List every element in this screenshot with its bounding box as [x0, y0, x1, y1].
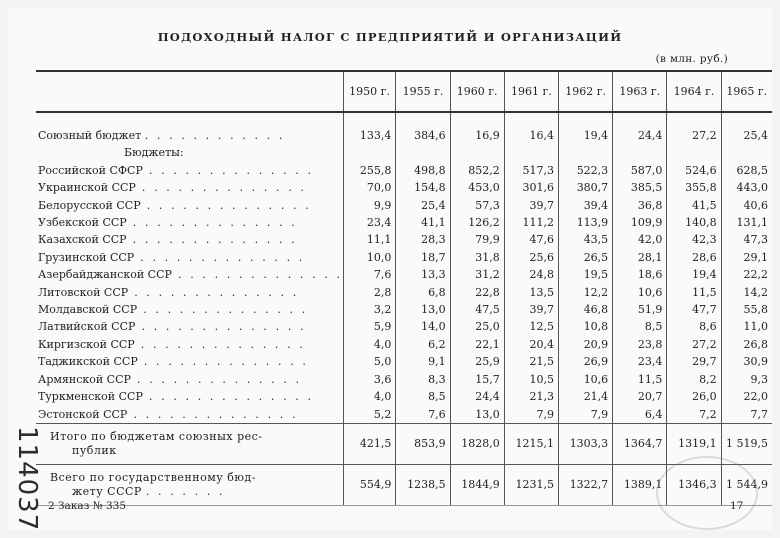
table-row-union-budget — [36, 127, 772, 144]
tax-table — [36, 70, 772, 506]
cell: 8,5 — [396, 388, 450, 405]
cell: 9,1 — [396, 353, 450, 370]
cell: 8,2 — [667, 371, 721, 388]
budgets-subheading: Бюджеты: — [124, 146, 184, 160]
row-label: Латвийской ССР . . . . . . . . . . . . . . — [38, 320, 307, 334]
row-label: Туркменской ССР . . . . . . . . . . . . . . — [38, 390, 314, 404]
cell: 524,6 — [667, 162, 721, 179]
cell: 12,5 — [504, 318, 558, 335]
row-label: Итого по бюджетам союзных рес- публик — [36, 423, 343, 464]
cell: 22,8 — [450, 284, 504, 301]
row-label: Эстонской ССР . . . . . . . . . . . . . . — [38, 407, 299, 421]
cell: 554,9 — [343, 464, 396, 505]
cell: 24,4 — [613, 127, 667, 144]
cell: 28,1 — [613, 249, 667, 266]
cell: 26,5 — [558, 249, 612, 266]
year-header: 1962 г. — [558, 71, 612, 112]
cell: 39,7 — [504, 301, 558, 318]
table-title: ПОДОХОДНЫЙ НАЛОГ С ПРЕДПРИЯТИЙ И ОРГАНИЗАЦИЙ — [157, 30, 623, 44]
cell: 587,0 — [613, 162, 667, 179]
page-number: 17 — [730, 500, 744, 512]
cell: 70,0 — [343, 179, 396, 196]
cell: 6,4 — [613, 406, 667, 424]
row-label: Грузинской ССР . . . . . . . . . . . . . . — [38, 250, 305, 264]
cell: 4,0 — [343, 388, 396, 405]
cell: 21,4 — [558, 388, 612, 405]
row-label: Таджикской ССР . . . . . . . . . . . . . . — [38, 355, 309, 369]
cell: 126,2 — [450, 214, 504, 231]
cell: 9,9 — [343, 197, 396, 214]
cell: 6,8 — [396, 284, 450, 301]
cell: 24,8 — [504, 266, 558, 283]
cell: 28,6 — [667, 249, 721, 266]
row-label: Молдавской ССР . . . . . . . . . . . . . . — [38, 303, 308, 317]
row-label: Украинской ССР . . . . . . . . . . . . . . — [38, 181, 307, 195]
cell: 13,5 — [504, 284, 558, 301]
cell: 47,6 — [504, 231, 558, 248]
cell: 13,0 — [450, 406, 504, 424]
cell: 42,3 — [667, 231, 721, 248]
cell: 385,5 — [613, 179, 667, 196]
cell: 9,3 — [721, 371, 772, 388]
year-header: 1961 г. — [504, 71, 558, 112]
cell: 47,5 — [450, 301, 504, 318]
cell: 1231,5 — [504, 464, 558, 505]
cell: 355,8 — [667, 179, 721, 196]
cell: 1303,3 — [558, 423, 612, 464]
table-row — [36, 336, 772, 353]
row-label: Всего по государственному бюд- жету СССР . . . . . . . — [36, 464, 343, 505]
cell: 8,6 — [667, 318, 721, 335]
cell: 14,2 — [721, 284, 772, 301]
cell: 27,2 — [667, 336, 721, 353]
table-row — [36, 318, 772, 335]
cell: 28,3 — [396, 231, 450, 248]
cell: 25,9 — [450, 353, 504, 370]
cell: 255,8 — [343, 162, 396, 179]
cell: 19,4 — [667, 266, 721, 283]
table-row — [36, 231, 772, 248]
cell: 11,5 — [667, 284, 721, 301]
cell: 19,4 — [558, 127, 612, 144]
cell: 852,2 — [450, 162, 504, 179]
cell: 1844,9 — [450, 464, 504, 505]
table-row — [36, 388, 772, 405]
cell: 6,2 — [396, 336, 450, 353]
cell: 140,8 — [667, 214, 721, 231]
document-page — [8, 8, 772, 530]
cell: 40,6 — [721, 197, 772, 214]
row-label: Азербайджанской ССР . . . . . . . . . . . . . . — [38, 268, 343, 282]
row-label: Российской СФСР . . . . . . . . . . . . . . — [38, 163, 314, 177]
cell: 10,8 — [558, 318, 612, 335]
cell: 7,9 — [504, 406, 558, 424]
cell: 1215,1 — [504, 423, 558, 464]
table-row — [36, 179, 772, 196]
cell: 10,5 — [504, 371, 558, 388]
cell: 23,4 — [343, 214, 396, 231]
cell: 853,9 — [396, 423, 450, 464]
cell: 25,4 — [396, 197, 450, 214]
table-row-total-republics — [36, 423, 772, 464]
cell: 7,6 — [396, 406, 450, 424]
cell: 39,4 — [558, 197, 612, 214]
cell: 421,5 — [343, 423, 396, 464]
cell: 57,3 — [450, 197, 504, 214]
cell: 10,0 — [343, 249, 396, 266]
cell: 7,6 — [343, 266, 396, 283]
row-label: Белорусской ССР . . . . . . . . . . . . . . — [38, 198, 312, 212]
budgets-subheading-row — [36, 144, 772, 161]
cell: 51,9 — [613, 301, 667, 318]
cell: 79,9 — [450, 231, 504, 248]
row-label: Литовской ССР . . . . . . . . . . . . . . — [38, 285, 299, 299]
cell: 1364,7 — [613, 423, 667, 464]
cell: 16,4 — [504, 127, 558, 144]
year-header: 1955 г. — [396, 71, 450, 112]
cell: 498,8 — [396, 162, 450, 179]
cell: 23,4 — [613, 353, 667, 370]
cell: 41,5 — [667, 197, 721, 214]
cell: 46,8 — [558, 301, 612, 318]
cell: 47,3 — [721, 231, 772, 248]
cell: 10,6 — [613, 284, 667, 301]
table-row — [36, 266, 772, 283]
cell: 2,8 — [343, 284, 396, 301]
table-row — [36, 353, 772, 370]
cell: 47,7 — [667, 301, 721, 318]
cell: 628,5 — [721, 162, 772, 179]
cell: 20,9 — [558, 336, 612, 353]
cell: 443,0 — [721, 179, 772, 196]
table-row — [36, 214, 772, 231]
table-row — [36, 197, 772, 214]
cell: 18,7 — [396, 249, 450, 266]
cell: 22,2 — [721, 266, 772, 283]
cell: 25,6 — [504, 249, 558, 266]
cell: 1 544,9 — [721, 464, 772, 505]
year-header: 1950 г. — [343, 71, 396, 112]
cell: 25,4 — [721, 127, 772, 144]
year-header: 1965 г. — [721, 71, 772, 112]
cell: 7,9 — [558, 406, 612, 424]
cell: 20,4 — [504, 336, 558, 353]
cell: 20,7 — [613, 388, 667, 405]
cell: 113,9 — [558, 214, 612, 231]
cell: 43,5 — [558, 231, 612, 248]
cell: 133,4 — [343, 127, 396, 144]
cell: 111,2 — [504, 214, 558, 231]
cell: 26,0 — [667, 388, 721, 405]
cell: 19,5 — [558, 266, 612, 283]
cell: 42,0 — [613, 231, 667, 248]
cell: 1238,5 — [396, 464, 450, 505]
cell: 29,7 — [667, 353, 721, 370]
row-label: Союзный бюджет . . . . . . . . . . . . — [38, 129, 285, 142]
cell: 5,2 — [343, 406, 396, 424]
cell: 31,8 — [450, 249, 504, 266]
cell: 154,8 — [396, 179, 450, 196]
cell: 7,7 — [721, 406, 772, 424]
year-header: 1963 г. — [613, 71, 667, 112]
cell: 453,0 — [450, 179, 504, 196]
cell: 517,3 — [504, 162, 558, 179]
cell: 3,2 — [343, 301, 396, 318]
cell: 36,8 — [613, 197, 667, 214]
cell: 26,8 — [721, 336, 772, 353]
row-label: Киргизской ССР . . . . . . . . . . . . . . — [38, 337, 306, 351]
cell: 13,3 — [396, 266, 450, 283]
year-header: 1960 г. — [450, 71, 504, 112]
cell: 11,1 — [343, 231, 396, 248]
cell: 10,6 — [558, 371, 612, 388]
year-header: 1964 г. — [667, 71, 721, 112]
cell: 8,5 — [613, 318, 667, 335]
cell: 522,3 — [558, 162, 612, 179]
cell: 31,2 — [450, 266, 504, 283]
cell: 8,3 — [396, 371, 450, 388]
cell: 16,9 — [450, 127, 504, 144]
cell: 24,4 — [450, 388, 504, 405]
cell: 5,0 — [343, 353, 396, 370]
cell: 27,2 — [667, 127, 721, 144]
cell: 18,6 — [613, 266, 667, 283]
cell: 3,6 — [343, 371, 396, 388]
row-label: Узбекской ССР . . . . . . . . . . . . . . — [38, 216, 298, 230]
table-row — [36, 371, 772, 388]
cell: 7,2 — [667, 406, 721, 424]
cell: 25,0 — [450, 318, 504, 335]
cell: 12,2 — [558, 284, 612, 301]
cell: 1319,1 — [667, 423, 721, 464]
cell: 41,1 — [396, 214, 450, 231]
cell: 1346,3 — [667, 464, 721, 505]
header-empty — [36, 71, 343, 112]
cell: 380,7 — [558, 179, 612, 196]
header-row — [36, 71, 772, 112]
cell: 21,3 — [504, 388, 558, 405]
cell: 1322,7 — [558, 464, 612, 505]
cell: 131,1 — [721, 214, 772, 231]
unit-note: (в млн. руб.) — [655, 53, 728, 65]
table-row — [36, 406, 772, 424]
row-label: Армянской ССР . . . . . . . . . . . . . . — [38, 372, 302, 386]
cell: 21,5 — [504, 353, 558, 370]
handwritten-number: 114037 — [12, 426, 42, 532]
cell: 384,6 — [396, 127, 450, 144]
cell: 22,0 — [721, 388, 772, 405]
cell: 11,5 — [613, 371, 667, 388]
cell: 4,0 — [343, 336, 396, 353]
cell: 26,9 — [558, 353, 612, 370]
row-label: Казахской ССР . . . . . . . . . . . . . . — [38, 233, 298, 247]
cell: 13,0 — [396, 301, 450, 318]
table-row — [36, 162, 772, 179]
cell: 14,0 — [396, 318, 450, 335]
print-order-note: 2 Заказ № 335 — [48, 500, 127, 512]
cell: 11,0 — [721, 318, 772, 335]
cell: 1389,1 — [613, 464, 667, 505]
table-row — [36, 284, 772, 301]
cell: 1 519,5 — [721, 423, 772, 464]
cell: 30,9 — [721, 353, 772, 370]
cell: 29,1 — [721, 249, 772, 266]
cell: 39,7 — [504, 197, 558, 214]
cell: 301,6 — [504, 179, 558, 196]
cell: 23,8 — [613, 336, 667, 353]
table-row — [36, 301, 772, 318]
cell: 1828,0 — [450, 423, 504, 464]
table-row — [36, 249, 772, 266]
cell: 15,7 — [450, 371, 504, 388]
cell: 55,8 — [721, 301, 772, 318]
cell: 109,9 — [613, 214, 667, 231]
cell: 22,1 — [450, 336, 504, 353]
faint-stamp — [656, 456, 758, 530]
cell: 5,9 — [343, 318, 396, 335]
